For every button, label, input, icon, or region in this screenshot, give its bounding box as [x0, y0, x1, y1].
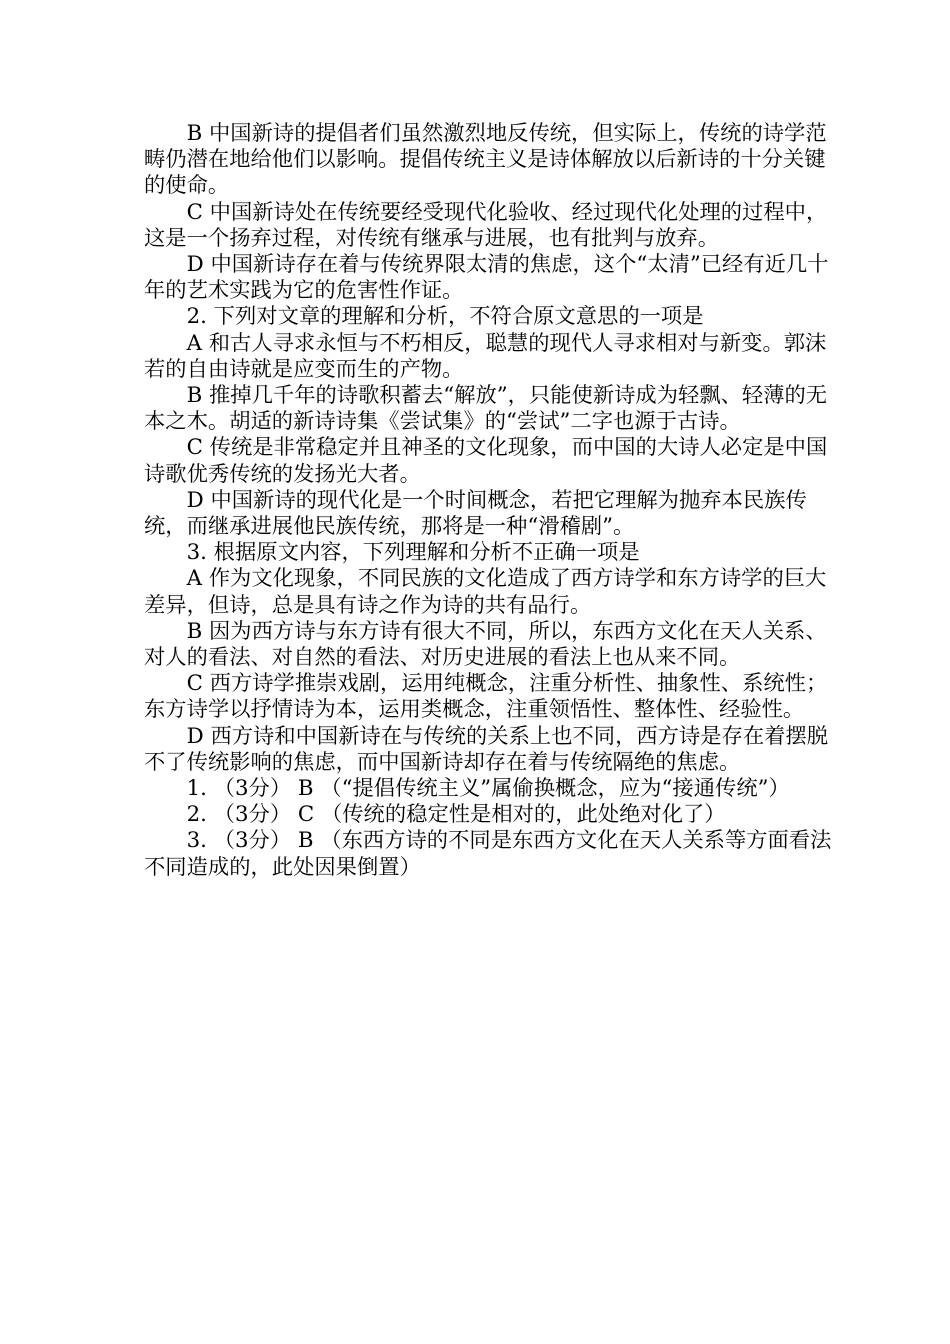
answer-key [144, 776, 832, 881]
option-3a: A 作为文化现象，不同民族的文化造成了西方诗学和东方诗学的巨大差异，但诗，总是具有诗之作为诗的共有品行。 [144, 566, 827, 618]
document-page [144, 121, 832, 881]
question-3: 3. 根据原文内容，下列理解和分析不正确一项是 [186, 540, 640, 566]
answer-1: 1. （3分） B （“提倡传统主义”属偷换概念，应为“接通传统”） [186, 776, 790, 802]
option-3b: B 因为西方诗与东方诗有很大不同，所以，东西方文化在天人关系、对人的看法、对自然的看法、对历史进展的看法上也从来不同。 [144, 618, 827, 671]
answer-2: 2. （3分） C （传统的稳定性是相对的，此处绝对化了） [186, 802, 726, 828]
option-3d: D 西方诗和中国新诗在与传统的关系上也不同，西方诗是存在着摆脱不了传统影响的焦虑，而中国新诗却存在着与传统隔绝的焦虑。 [144, 723, 829, 775]
option-1d: D 中国新诗存在着与传统界限太清的焦虑，这个“太清”已经有近几十年的艺术实践为它的危害性作证。 [144, 252, 829, 304]
question-section [144, 121, 832, 776]
option-2a: A 和古人寻求永恒与不朽相反，聪慧的现代人寻求相对与新变。郭沫若的自由诗就是应变而生的产物。 [144, 330, 827, 382]
option-2b: B 推掉几千年的诗歌积蓄去“解放”，只能使新诗成为轻飘、轻薄的无本之木。胡适的新诗诗集《尝试集》的“尝试”二字也源于古诗。 [144, 383, 828, 435]
option-1c: C 中国新诗处在传统要经受现代化验收、经过现代化处理的过程中，这是一个扬弃过程，对传统有继承与进展，也有批判与放弃。 [144, 199, 828, 251]
answer-3: 3. （3分） B （东西方诗的不同是东西方文化在天人关系等方面看法不同造成的，此处因果倒置） [144, 828, 832, 880]
question-2: 2. 下列对文章的理解和分析，不符合原文意思的一项是 [186, 304, 704, 330]
option-1b: B 中国新诗的提倡者们虽然激烈地反传统，但实际上，传统的诗学范畴仍潜在地给他们以影响。提倡传统主义是诗体解放以后新诗的十分关键的使命。 [144, 121, 827, 199]
option-3c: C 西方诗学推崇戏剧，运用纯概念，注重分析性、抽象性、系统性；东方诗学以抒情诗为本，运用类概念，注重领悟性、整体性、经验性。 [144, 671, 828, 723]
option-2c: C 传统是非常稳定并且神圣的文化现象，而中国的大诗人必定是中国诗歌优秀传统的发扬光大者。 [144, 435, 828, 487]
option-2d: D 中国新诗的现代化是一个时间概念，若把它理解为抛弃本民族传统，而继承进展他民族传统，那将是一种“滑稽剧”。 [144, 487, 807, 540]
